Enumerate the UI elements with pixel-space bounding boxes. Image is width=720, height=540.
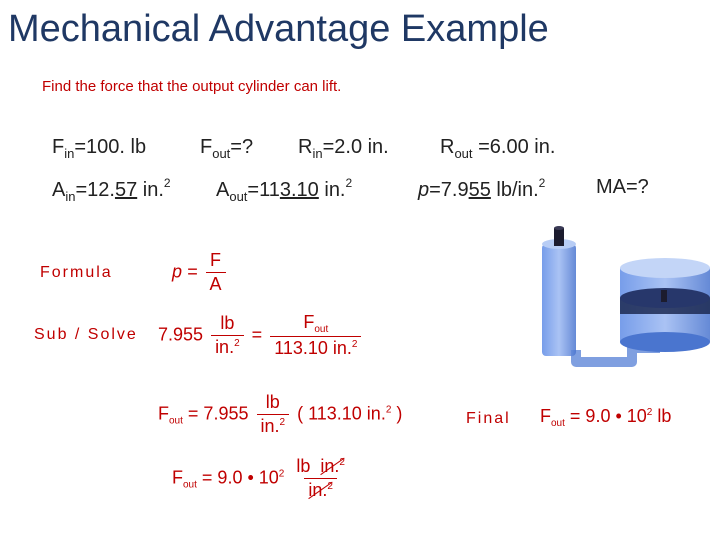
label-formula: Formula xyxy=(40,264,113,281)
step2-equation: $F_{out} = 7.955$ $\frac{lb}{in.^2}$ ( 113.10 in.$^2$ ) xyxy=(158,392,403,436)
hydraulic-system-illustration xyxy=(520,222,720,382)
given-fin: $F_{in}=100$. lb xyxy=(52,136,147,161)
input-piston-rod xyxy=(554,228,564,246)
label-final: Final xyxy=(466,410,511,427)
slide-title: Mechanical Advantage Example xyxy=(8,8,549,50)
given-fout: $F_{out}=$? xyxy=(200,136,254,161)
output-cylinder-top xyxy=(620,258,710,278)
formula-equation: p = $\frac{F}{A}$ xyxy=(172,250,229,295)
given-ain: $A_{in}=12.57$ in.$^2$ xyxy=(52,176,171,204)
step3-equation: $F_{out} = 9.0$ • $10^2$ $\frac{lb in.^2}{in.^2}$ xyxy=(172,456,345,500)
label-sub-solve: Sub / Solve xyxy=(34,326,138,343)
given-aout: $A_{out}=113.10$ in.$^2$ xyxy=(216,176,353,204)
given-ma: MA=? xyxy=(596,176,649,198)
final-answer: $F_{out} = 9.0$ • $10^2$ lb xyxy=(540,406,672,429)
given-rout: $R_{out} =6.00$ in. xyxy=(440,136,556,161)
given-pressure: p=7.955 lb/in.$^2$ xyxy=(418,176,546,201)
problem-prompt: Find the force that the output cylinder can lift. xyxy=(42,78,342,95)
subsolve-equation: 7.955 $\frac{lb}{in.^2}$ = $\frac{F_{out}}{113.10 in.^2}$ xyxy=(158,312,364,359)
input-cylinder xyxy=(542,244,576,356)
given-rin: $R_{in}=2.0$ in. xyxy=(298,136,389,161)
